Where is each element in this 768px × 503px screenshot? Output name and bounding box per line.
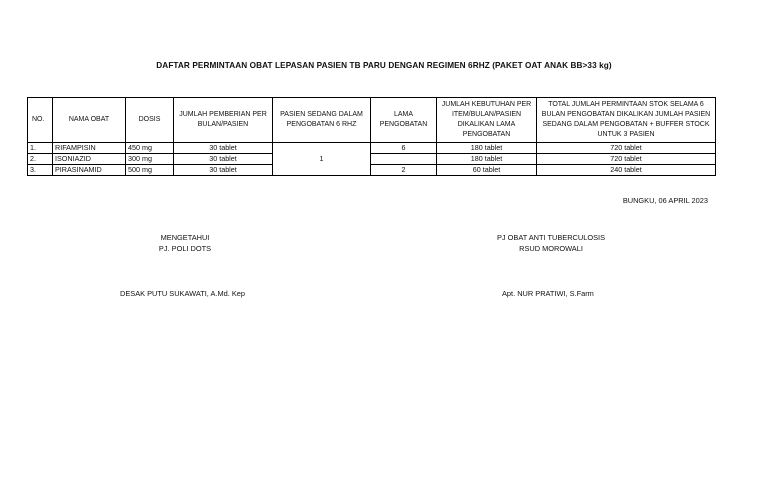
signatory-name-left: DESAK PUTU SUKAWATI, A.Md. Kep xyxy=(120,289,245,298)
header-no: NO. xyxy=(28,98,53,143)
cell-no: 3. xyxy=(28,165,53,176)
header-dosis: DOSIS xyxy=(126,98,174,143)
cell-no: 2. xyxy=(28,154,53,165)
cell-nama-obat: ISONIAZID xyxy=(53,154,126,165)
cell-no: 1. xyxy=(28,143,53,154)
cell-nama-obat: PIRASINAMID xyxy=(53,165,126,176)
table-header-row xyxy=(28,98,716,143)
cell-lama-pengobatan: 2 xyxy=(371,165,437,176)
cell-pemberian: 30 tablet xyxy=(174,165,273,176)
signature-block-right xyxy=(486,233,616,254)
cell-total: 240 tablet xyxy=(537,165,716,176)
table-row xyxy=(28,154,716,165)
cell-dosis: 450 mg xyxy=(126,143,174,154)
cell-total: 720 tablet xyxy=(537,154,716,165)
header-pasien-sedang: PASIEN SEDANG DALAM PENGOBATAN 6 RHZ xyxy=(273,98,371,143)
cell-pemberian: 30 tablet xyxy=(174,143,273,154)
signature-right-line2: RSUD MOROWALI xyxy=(519,243,583,253)
cell-pasien-sedang: 1 xyxy=(273,143,371,176)
header-jumlah-pemberian: JUMLAH PEMBERIAN PER BULAN/PASIEN xyxy=(174,98,273,143)
cell-kebutuhan: 180 tablet xyxy=(437,154,537,165)
cell-nama-obat: RIFAMPISIN xyxy=(53,143,126,154)
signature-right-line1: PJ OBAT ANTI TUBERCULOSIS xyxy=(496,233,605,242)
cell-lama-pengobatan xyxy=(371,154,437,165)
request-table xyxy=(27,97,716,176)
header-nama-obat: NAMA OBAT xyxy=(53,98,126,143)
document-title: DAFTAR PERMINTAAN OBAT LEPASAN PASIEN TB PARU DENGAN REGIMEN 6RHZ (PAKET OAT ANAK BB>33 kg) xyxy=(156,61,612,70)
header-jumlah-kebutuhan: JUMLAH KEBUTUHAN PER ITEM/BULAN/PASIEN DIKALIKAN LAMA PENGOBATAN xyxy=(437,98,537,143)
table-row xyxy=(28,143,716,154)
cell-kebutuhan: 60 tablet xyxy=(437,165,537,176)
header-total: TOTAL JUMLAH PERMINTAAN STOK SELAMA 6 BULAN PENGOBATAN DIKALIKAN JUMLAH PASIEN SEDANG DALAM PENGOBATAN + BUFFER STOCK UNTUK 3 PASIEN xyxy=(537,98,716,143)
cell-lama-pengobatan: 6 xyxy=(371,143,437,154)
cell-total: 720 tablet xyxy=(537,143,716,154)
signature-block-left xyxy=(130,233,240,254)
cell-kebutuhan: 180 tablet xyxy=(437,143,537,154)
table-row xyxy=(28,165,716,176)
document-date: BUNGKU, 06 APRIL 2023 xyxy=(622,196,708,205)
cell-pemberian: 30 tablet xyxy=(174,154,273,165)
signature-left-line2: PJ. POLI DOTS xyxy=(158,243,212,253)
header-lama-pengobatan: LAMA PENGOBATAN xyxy=(371,98,437,143)
cell-dosis: 500 mg xyxy=(126,165,174,176)
cell-dosis: 300 mg xyxy=(126,154,174,165)
signatory-name-right: Apt. NUR PRATIWI, S.Farm xyxy=(502,289,594,298)
signature-left-line1: MENGETAHUI xyxy=(160,233,210,242)
